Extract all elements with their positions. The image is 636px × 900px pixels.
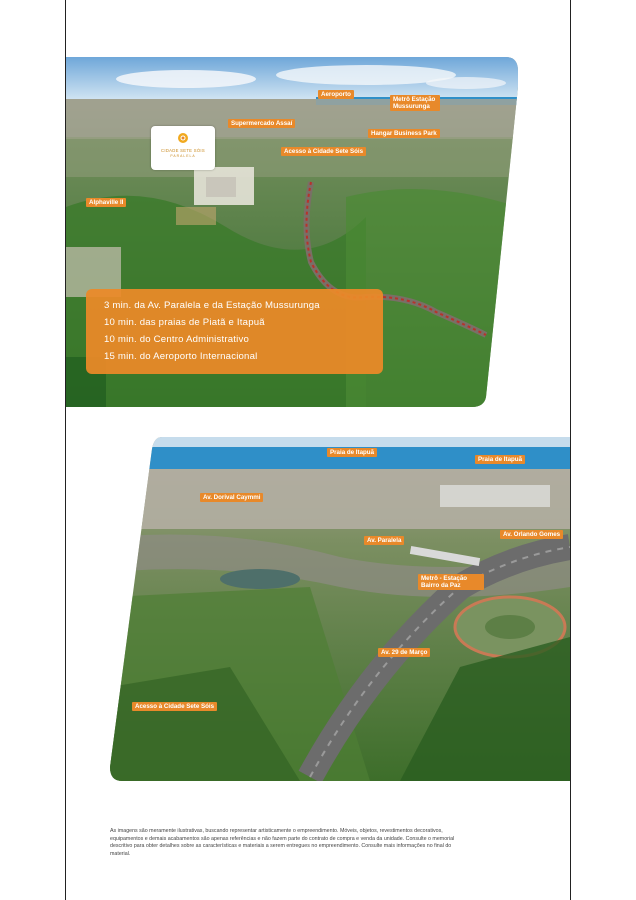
label-av-paralela: Av. Paralela: [364, 536, 404, 545]
label-alphaville: Alphaville II: [86, 198, 126, 207]
label-hangar-business-park: Hangar Business Park: [368, 129, 440, 138]
distance-item: 15 min. do Aeroporto Internacional: [104, 351, 258, 362]
logo-subtitle: PARALELA: [170, 154, 196, 158]
sun-logo-icon: [176, 131, 190, 145]
disclaimer-text: As imagens são meramente ilustrativas, buscando representar artisticamente o empreendimento. Móveis, objetos, revestimentos decorativos, equipamentos e demais acabamentos são apenas referências e não fazem parte do contrato de compra e venda da unidade. Consulte o memorial descritivo para obter detalhes sobre as características e materiais a serem entregues no empreendimento. Consulte mais informações no final do material.: [110, 828, 455, 857]
logo-name: CIDADE SETE SÓIS: [161, 148, 205, 153]
label-acesso-bottom: Acesso à Cidade Sete Sóis: [132, 702, 217, 711]
aerial-photo-bottom: [110, 437, 570, 781]
distance-item: 3 min. da Av. Paralela e da Estação Mussurunga: [104, 300, 320, 311]
label-aeroporto: Aeroporto: [318, 90, 354, 99]
distance-item: 10 min. das praias de Piatã e Itapuã: [104, 317, 265, 328]
label-supermercado-assai: Supermercado Assaí: [228, 119, 295, 128]
label-av-orlando-gomes: Av. Orlando Gomes: [500, 530, 563, 539]
label-av-29-de-marco: Av. 29 de Março: [378, 648, 430, 657]
distances-box: [86, 289, 383, 374]
label-acesso-top: Acesso à Cidade Sete Sóis: [281, 147, 366, 156]
label-metro-bairro-da-paz: Metrô - Estação Bairro da Paz: [418, 574, 484, 590]
distance-item: 10 min. do Centro Administrativo: [104, 334, 250, 345]
label-metro-mussurunga: Metrô Estação Mussurunga: [390, 95, 440, 111]
cidade-sete-sois-logo: [151, 126, 215, 170]
label-praia-itapua-2: Praia de Itapuã: [475, 455, 525, 464]
page-border-right: [570, 0, 571, 900]
label-praia-itapua-1: Praia de Itapuã: [327, 448, 377, 457]
label-av-dorival-caymmi: Av. Dorival Caymmi: [200, 493, 263, 502]
